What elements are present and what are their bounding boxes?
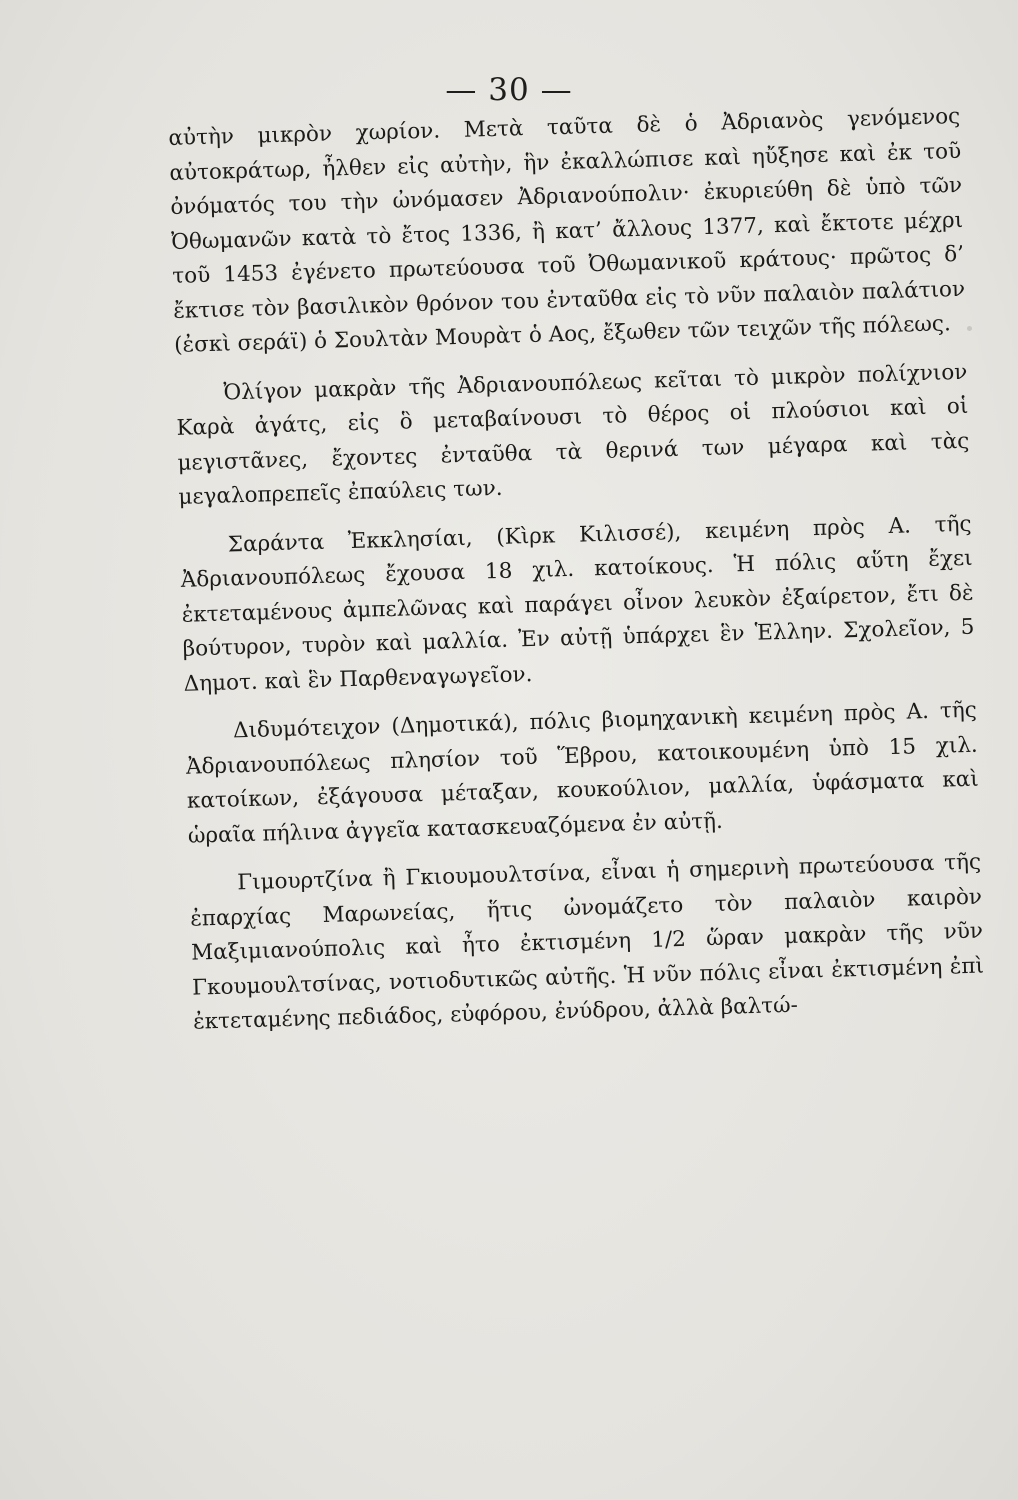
- paragraph-adrianople-history: αὐτὴν μικρὸν χωρίον. Μετὰ ταῦτα δὲ ὁ Ἀδριανὸς γενόμενος αὐτοκράτωρ, ἦλθεν εἰς αὐτὴν, ἣν ἐκαλλώπισε καὶ ηὔξησε καὶ ἐκ τοῦ ὀνόματός του τὴν ὠνόμασεν Ἀδριανούπολιν· ἐκυριεύθη δὲ ὑπὸ τῶν Ὀθωμανῶν κατὰ τὸ ἔτος 1336, ἢ κατ’ ἄλλους 1377, καὶ ἔκτοτε μέχρι τοῦ 1453 ἐγένετο πρωτεύουσα τοῦ Ὀθωμανικοῦ κράτους· πρῶτος δ’ ἔκτισε τὸν βασιλικὸν θρόνον του ἐνταῦθα εἰς τὸ νῦν παλαιὸν παλάτιον (ἐσκὶ σεράϊ) ὁ Σουλτὰν Μουρὰτ ὁ Αος, ἔξωθεν τῶν τειχῶν τῆς πόλεως.: [168, 103, 966, 358]
- paragraph-didymoteicho: Διδυμότειχον (Δημοτικά), πόλις βιομηχανικὴ κειμένη πρὸς Α. τῆς Ἀδριανουπόλεως πλησίον τοῦ Ἕβρου, κατοικουμένη ὑπὸ 15 χιλ. κατοίκων, ἐξάγουσα μέταξαν, κουκούλιον, μαλλία, ὑφάσματα καὶ ὡραῖα πήλινα ἀγγεῖα κατασκευαζόμενα ἐν αὐτῇ.: [185, 697, 980, 849]
- page-body: [168, 100, 985, 1040]
- paragraph-gioumourtzina: Γιμουρτζίνα ἢ Γκιουμουλτσίνα, εἶναι ἡ σημερινὴ πρωτεύουσα τῆς ἐπαρχίας Μαρωνείας, ἥτις ὠνομάζετο τὸν παλαιὸν καιρὸν Μαξιμιανούπολις καὶ ἦτο ἐκτισμένη 1/2 ὥραν μακρὰν τῆς νῦν Γκουμουλτσίνας, νοτιοδυτικῶς αὐτῆς. Ἡ νῦν πόλις εἶναι ἐκτισμένη ἐπὶ ἐκτεταμένης πεδιάδος, εὐφόρου, ἐνύδρου, ἀλλὰ βαλτώ-: [189, 849, 985, 1035]
- paper-speck: [967, 326, 972, 331]
- paragraph-kara-agac: Ὀλίγον μακρὰν τῆς Ἀδριανουπόλεως κεῖται τὸ μικρὸν πολίχνιον Καρὰ ἀγάτς, εἰς ὃ μεταβαίνουσι τὸ θέρος οἱ πλούσιοι καὶ οἱ μεγιστᾶνες, ἔχοντες ἐνταῦθα τὰ θερινά των μέγαρα καὶ τὰς μεγαλοπρεπεῖς ἐπαύλεις των.: [176, 359, 970, 510]
- paragraph-saranta-ekklisies: Σαράντα Ἐκκλησίαι, (Κὶρκ Κιλισσέ), κειμένη πρὸς Α. τῆς Ἀδριανουπόλεως ἔχουσα 18 χιλ. κατοίκους. Ἡ πόλις αὕτη ἔχει ἐκτεταμένους ἀμπελῶνας καὶ παράγει οἶνον λευκὸν ἐξαίρετον, ἔτι δὲ βούτυρον, τυρὸν καὶ μαλλία. Ἐν αὐτῇ ὑπάρχει ἓν Ἑλλην. Σχολεῖον, 5 Δημοτ. καὶ ἓν Παρθεναγωγεῖον.: [180, 511, 975, 697]
- page-number: — 30 —: [445, 72, 573, 108]
